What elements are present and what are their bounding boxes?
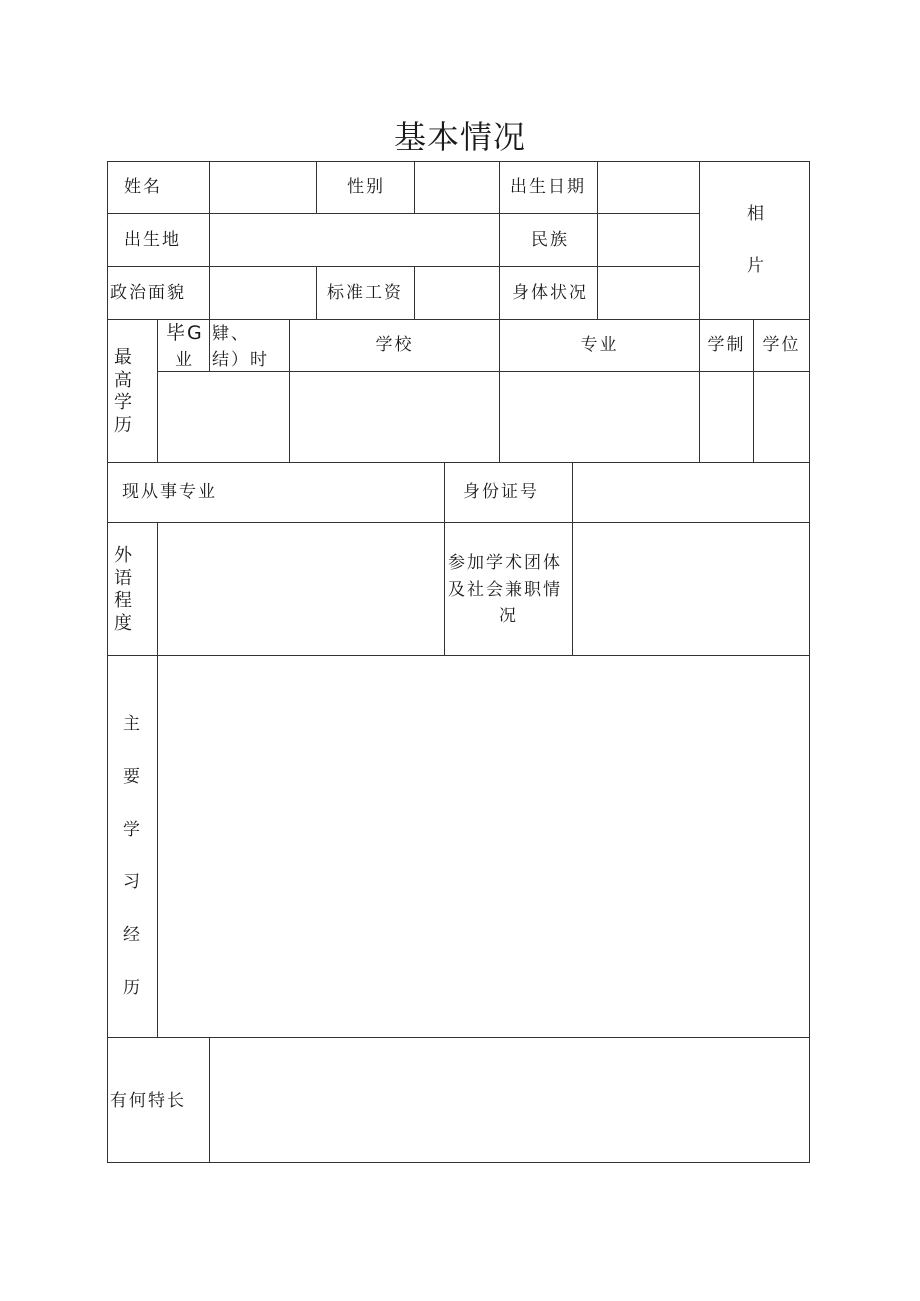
form-title: 基本情况: [393, 118, 526, 156]
photo-area[interactable]: [700, 162, 809, 319]
school-header: 学校: [375, 335, 414, 355]
gender-label: 性别: [347, 177, 385, 197]
ethnicity-label: 民族: [531, 230, 569, 250]
specialty-label: 有何特长: [110, 1091, 186, 1111]
duration-field[interactable]: [700, 372, 753, 462]
current-major-label: 现从事专业: [122, 482, 217, 502]
study-history-char-5: 经: [123, 925, 142, 945]
graduation-label-a1: 毕G: [166, 322, 204, 344]
birth-date-field[interactable]: [598, 162, 699, 213]
academic-groups-label-2: 及社会兼职情: [448, 580, 562, 600]
highest-education-label: 最 高 学 历: [114, 347, 132, 436]
study-history-char-2: 要: [123, 767, 142, 787]
gender-field[interactable]: [415, 162, 499, 213]
study-history-char-4: 习: [123, 872, 142, 892]
standard-salary-label: 标准工资: [327, 283, 403, 303]
name-field[interactable]: [210, 162, 316, 213]
school-field[interactable]: [290, 372, 499, 462]
major-header: 专业: [580, 335, 619, 355]
foreign-language-field[interactable]: [158, 523, 444, 655]
specialty-field[interactable]: [210, 1038, 809, 1162]
name-label: 姓名: [124, 177, 162, 197]
study-history-char-6: 历: [123, 978, 142, 998]
political-status-field[interactable]: [210, 267, 316, 319]
health-status-field[interactable]: [598, 267, 699, 319]
foreign-language-label: 外 语 程 度: [114, 545, 132, 634]
study-history-char-3: 学: [123, 820, 142, 840]
degree-field[interactable]: [754, 372, 809, 462]
academic-groups-field[interactable]: [573, 523, 809, 655]
study-history-char-1: 主: [123, 714, 142, 734]
academic-groups-label-1: 参加学术团体: [448, 553, 562, 573]
political-status-label: 政治面貌: [110, 283, 186, 303]
id-number-field[interactable]: [573, 463, 809, 522]
major-field[interactable]: [500, 372, 699, 462]
health-status-label: 身体状况: [512, 283, 588, 303]
graduation-label-b1: 肄、: [212, 324, 250, 344]
graduation-time-field[interactable]: [158, 372, 289, 462]
graduation-label-b2: 结）时: [212, 350, 269, 370]
academic-groups-label-3: 况: [499, 606, 518, 626]
duration-header: 学制: [707, 335, 746, 355]
photo-label-1: 相: [747, 204, 766, 224]
graduation-label-a2: 业: [175, 350, 194, 370]
study-history-field[interactable]: [158, 656, 809, 1037]
id-number-label: 身份证号: [463, 482, 539, 502]
degree-header: 学位: [762, 335, 801, 355]
standard-salary-field[interactable]: [415, 267, 499, 319]
ethnicity-field[interactable]: [598, 214, 699, 266]
birthplace-label: 出生地: [124, 230, 181, 250]
birth-date-label: 出生日期: [510, 177, 586, 197]
birthplace-field[interactable]: [210, 214, 499, 266]
photo-label-2: 片: [747, 256, 766, 276]
